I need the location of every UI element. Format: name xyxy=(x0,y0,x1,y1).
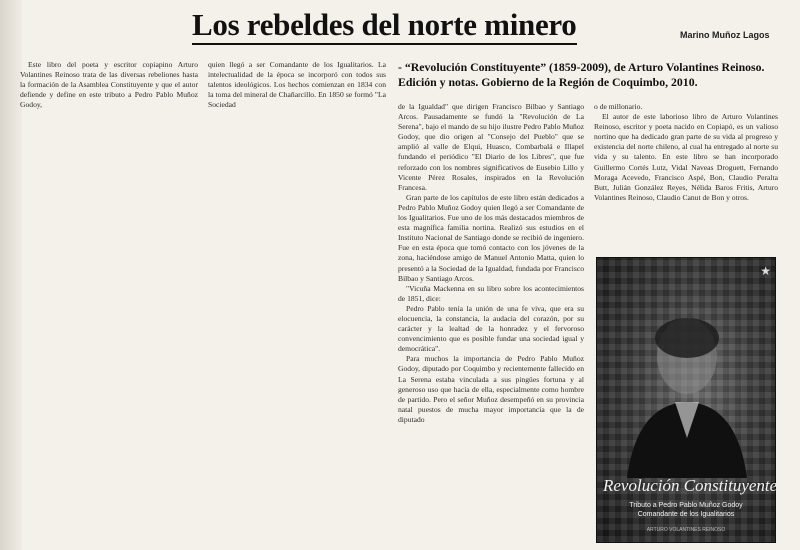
paragraph: "Vicuña Mackenna en su libro sobre los acontecimientos de 1851, dice: xyxy=(398,283,584,303)
column-3 xyxy=(398,102,584,544)
paragraph: quien llegó a ser Comandante de los Igualitarios. La intelectualidad de la época se incorporó con todos sus talentos ideológicos. Los hechos comienzan en 1834 con la toma del mineral de Chañarcillo. En 1850 se formó "La Sociedad xyxy=(208,60,386,110)
cover-subtitle: Tributo a Pedro Pablo Muñoz Godoy Comandante de los Igualitarios xyxy=(629,502,743,518)
book-reference-deck: - “Revolución Constituyente” (1859-2009), de Arturo Volantines Reinoso. Edición y notas. Gobierno de la Región de Coquimbo, 2010. xyxy=(398,60,765,89)
cover-author: ARTURO VOLANTINES REINOSO xyxy=(646,527,726,533)
paragraph: o de millonario. xyxy=(594,102,643,111)
cover-title: Revolución Constituyente xyxy=(603,476,778,495)
paragraph: El autor de este laborioso libro de Arturo Volantines Reinoso, escritor y poeta nacido en Copiapó, es un valioso nortino que ha dedicado gran parte de su vida al progreso y existencia del norte chileno, al cual ha entregado al norte su vida y su talento. En este libro se han incorporado Guillermo Cortés Lutz, Vidal Naveas Droguett, Fernando Moraga Acevedo, Francisco Aspé, Bon, Claudio Peralta Butt, Julián González Reyes, Nélida Baros Fritis, Arturo Volantines Reinoso, Claudio Canut de Bon y otros. xyxy=(594,112,778,202)
headline: Los rebeldes del norte minero xyxy=(192,8,577,45)
cover-emblem-icon: ★ xyxy=(760,264,771,278)
paragraph: de la Igualdad" que dirigen Francisco Bilbao y Santiago Arcos. Pausadamente se fundó la "Revolución de La Serena", bajo el mando de su hijo ilustre Pedro Pablo Muñoz Godoy, que dio origen al "Consejo del Pueblo" que se amplió al valle de Elqui, Huasco, Combarbalá e Illapel fundando el periódico "El Diario de los Libres", que fue reforzado con los nombres significativos de Eusebio Lillo y Vicente Pérez Rosales, inspirados en la Revolución Francesa. xyxy=(398,102,584,192)
paragraph: Pedro Pablo tenía la unión de una fe viva, que era su elocuencia, la constancia, la audacia del corazón, por su carácter y la lealtad de la honradez y el fervoroso convencimiento que es posible fundar una sociedad igual y democrática". xyxy=(398,303,584,354)
column-1 xyxy=(20,60,198,115)
book-cover-photo xyxy=(596,257,776,543)
paragraph: Este libro del poeta y escritor copiapino Arturo Volantines Reinoso trata de las diversas rebeliones hasta la formación de la Asamblea Constituyente y que el autor defiende y define en este tributo a Pedro Pablo Muñoz Godoy, xyxy=(20,60,198,110)
byline: Marino Muñoz Lagos xyxy=(680,30,770,40)
column-2 xyxy=(208,60,386,115)
portrait-icon xyxy=(617,298,757,478)
paragraph: Para muchos la importancia de Pedro Pablo Muñoz Godoy, diputado por Coquimbo y recientemente fallecido en La Serena estaba vinculada a sus pingües fortuna y al generoso uso que hacía de ella, especialmente como hombre de partido. Pero el señor Muñoz desempeñó en su provincia natal puestos de mucha mayor importancia que la de diputado xyxy=(398,354,584,424)
paragraph: Gran parte de los capítulos de este libro están dedicados a Pedro Pablo Muñoz Godoy quien llegó a ser Comandante de los Igualitarios. Fue uno de los más destacados miembros de esta magnífica familia nortina. Realizó sus estudios en el Instituto Nacional de Santiago donde se recibió de ingeniero. Fue en esta época que tomó contacto con los jóvenes de la zona, haciéndose amigo de Manuel Antonio Matta, quien lo presentó a la Sociedad de la Igualdad, fundada por Francisco Bilbao y Santiago Arcos. xyxy=(398,192,584,283)
previous-page-edge xyxy=(0,0,22,550)
column-4 xyxy=(594,102,778,252)
